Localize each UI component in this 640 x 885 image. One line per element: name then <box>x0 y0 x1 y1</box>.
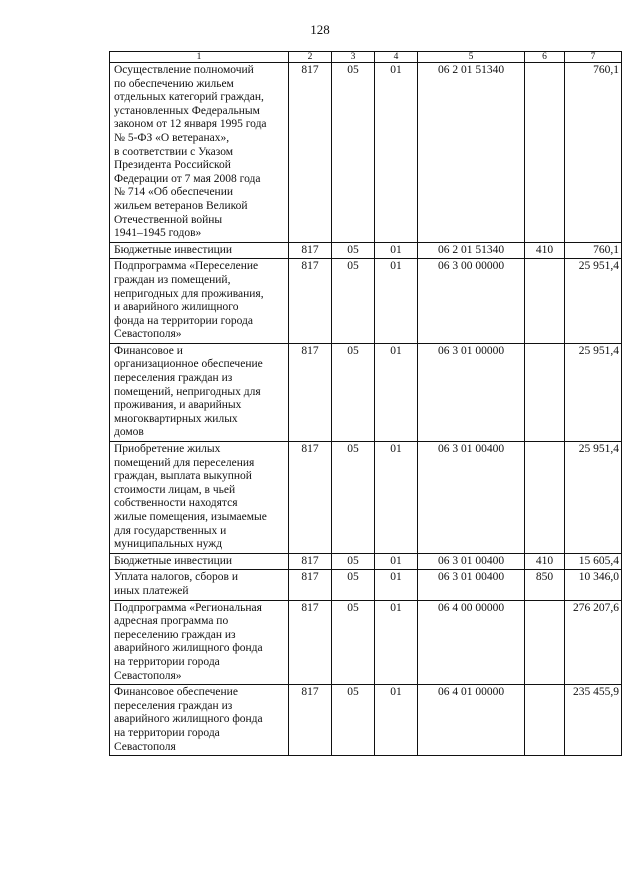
row-name-line: домов <box>114 426 144 439</box>
row-name-line: аварийного жилищного фонда <box>114 713 263 726</box>
target-article-cell: 06 2 01 51340 <box>418 63 525 243</box>
row-name-line: в соответствии с Указом <box>114 145 234 158</box>
row-name-line: на территории города <box>114 726 220 739</box>
row-name-line: жилые помещения, изымаемые <box>114 511 267 523</box>
section-code-cell: 05 <box>332 600 375 685</box>
amount-cell: 10 346,0 <box>565 570 622 600</box>
row-name-cell <box>110 259 289 344</box>
table-row <box>110 553 622 570</box>
column-header: 4 <box>375 52 418 63</box>
row-name-line: организационное обеспечение <box>114 358 263 371</box>
admin-code-cell: 817 <box>289 63 332 243</box>
target-article-cell: 06 3 01 00400 <box>418 442 525 554</box>
row-name-line: Севастополя <box>114 740 176 753</box>
row-name-line: проживания, и аварийных <box>114 399 242 412</box>
target-article-cell: 06 3 01 00400 <box>418 570 525 600</box>
row-name-line: граждан, выплата выкупной <box>114 470 252 483</box>
row-name-line: и аварийного жилищного <box>114 301 239 314</box>
row-name-line: непригодных для проживания, <box>114 287 264 300</box>
table-row <box>110 442 622 554</box>
row-name-line: иных платежей <box>114 584 189 597</box>
row-name-line: помещений для переселения <box>114 456 255 469</box>
row-name-line: Бюджетные инвестиции <box>114 243 233 256</box>
section-code-cell: 05 <box>332 343 375 441</box>
subsection-code-cell: 01 <box>375 63 418 243</box>
table-row <box>110 259 622 344</box>
subsection-code-cell: 01 <box>375 343 418 441</box>
expense-type-cell <box>525 259 565 344</box>
row-name-line: Финансовое и <box>114 344 183 357</box>
section-code-cell: 05 <box>332 242 375 259</box>
row-name-line: Уплата налогов, сборов и <box>114 571 238 584</box>
row-name-line: Подпрограмма «Региональная <box>114 601 262 614</box>
expense-type-cell <box>525 63 565 243</box>
row-name-line: Бюджетные инвестиции <box>114 554 233 567</box>
row-name-line: граждан из помещений, <box>114 273 231 286</box>
expense-type-cell: 410 <box>525 553 565 570</box>
row-name-cell <box>110 570 289 600</box>
row-name-line: многоквартирных жилых <box>114 412 238 425</box>
table-row <box>110 570 622 600</box>
row-name-line: помещений, непригодных для <box>114 385 261 398</box>
row-name-line: стоимости лицам, в чьей <box>114 483 236 496</box>
row-name-line: переселения граждан из <box>114 372 233 385</box>
section-code-cell: 05 <box>332 553 375 570</box>
subsection-code-cell: 01 <box>375 570 418 600</box>
amount-cell: 25 951,4 <box>565 259 622 344</box>
row-name-line: адресная программа по <box>114 615 229 628</box>
row-name-line: Севастополя» <box>114 328 182 341</box>
row-name-line: Осуществление полномочий <box>114 64 254 76</box>
subsection-code-cell: 01 <box>375 442 418 554</box>
row-name-line: переселения граждан из <box>114 699 233 712</box>
expense-type-cell <box>525 442 565 554</box>
table-row <box>110 242 622 259</box>
row-name-line: Приобретение жилых <box>114 443 221 456</box>
table-row <box>110 685 622 756</box>
row-name-line: муниципальных нужд <box>114 538 223 551</box>
admin-code-cell: 817 <box>289 685 332 756</box>
expense-type-cell <box>525 343 565 441</box>
column-header: 5 <box>418 52 525 63</box>
row-name-line: Федерации от 7 мая 2008 года <box>114 172 261 185</box>
amount-cell: 276 207,6 <box>565 600 622 685</box>
target-article-cell: 06 3 01 00400 <box>418 553 525 570</box>
table-row <box>110 600 622 685</box>
row-name-line: собственности находятся <box>114 497 238 510</box>
amount-cell: 760,1 <box>565 242 622 259</box>
row-name-line: переселению граждан из <box>114 628 236 641</box>
row-name-cell <box>110 343 289 441</box>
expense-type-cell <box>525 600 565 685</box>
row-name-line: Президента Российской <box>114 159 231 172</box>
row-name-line: по обеспечению жильем <box>114 77 234 90</box>
row-name-line: на территории города <box>114 655 220 668</box>
column-header: 6 <box>525 52 565 63</box>
subsection-code-cell: 01 <box>375 242 418 259</box>
target-article-cell: 06 2 01 51340 <box>418 242 525 259</box>
admin-code-cell: 817 <box>289 442 332 554</box>
target-article-cell: 06 3 01 00000 <box>418 343 525 441</box>
row-name-line: Финансовое обеспечение <box>114 686 238 699</box>
column-header: 1 <box>110 52 289 63</box>
row-name-cell <box>110 685 289 756</box>
page-number: 128 <box>310 22 330 37</box>
row-name-line: жильем ветеранов Великой <box>114 199 248 212</box>
section-code-cell: 05 <box>332 570 375 600</box>
row-name-cell <box>110 242 289 259</box>
row-name-cell <box>110 442 289 554</box>
row-name-line: отдельных категорий граждан, <box>114 91 264 104</box>
target-article-cell: 06 3 00 00000 <box>418 259 525 344</box>
amount-cell: 25 951,4 <box>565 442 622 554</box>
amount-cell: 15 605,4 <box>565 553 622 570</box>
admin-code-cell: 817 <box>289 259 332 344</box>
column-header: 3 <box>332 52 375 63</box>
section-code-cell: 05 <box>332 685 375 756</box>
column-header: 2 <box>289 52 332 63</box>
row-name-line: Отечественной войны <box>114 213 223 226</box>
expense-type-cell: 410 <box>525 242 565 259</box>
row-name-line: 1941–1945 годов» <box>114 227 202 240</box>
amount-cell: 760,1 <box>565 63 622 243</box>
table-row <box>110 63 622 243</box>
row-name-cell <box>110 600 289 685</box>
admin-code-cell: 817 <box>289 600 332 685</box>
table-row <box>110 343 622 441</box>
row-name-line: Подпрограмма «Переселение <box>114 260 259 273</box>
subsection-code-cell: 01 <box>375 259 418 344</box>
expense-type-cell <box>525 685 565 756</box>
column-header: 7 <box>565 52 622 63</box>
section-code-cell: 05 <box>332 442 375 554</box>
row-name-cell <box>110 63 289 243</box>
row-name-line: аварийного жилищного фонда <box>114 642 263 655</box>
row-name-line: законом от 12 января 1995 года <box>114 118 267 131</box>
budget-table <box>109 51 622 756</box>
admin-code-cell: 817 <box>289 553 332 570</box>
row-name-line: № 5-ФЗ «О ветеранах», <box>114 131 230 144</box>
row-name-cell <box>110 553 289 570</box>
admin-code-cell: 817 <box>289 570 332 600</box>
subsection-code-cell: 01 <box>375 685 418 756</box>
amount-cell: 25 951,4 <box>565 343 622 441</box>
row-name-line: № 714 «Об обеспечении <box>114 186 234 199</box>
section-code-cell: 05 <box>332 63 375 243</box>
admin-code-cell: 817 <box>289 343 332 441</box>
subsection-code-cell: 01 <box>375 600 418 685</box>
expense-type-cell: 850 <box>525 570 565 600</box>
target-article-cell: 06 4 01 00000 <box>418 685 525 756</box>
row-name-line: Севастополя» <box>114 669 182 682</box>
row-name-line: для государственных и <box>114 524 227 537</box>
target-article-cell: 06 4 00 00000 <box>418 600 525 685</box>
subsection-code-cell: 01 <box>375 553 418 570</box>
admin-code-cell: 817 <box>289 242 332 259</box>
section-code-cell: 05 <box>332 259 375 344</box>
amount-cell: 235 455,9 <box>565 685 622 756</box>
row-name-line: фонда на территории города <box>114 314 253 327</box>
table-header-row <box>110 52 622 63</box>
row-name-line: установленных Федеральным <box>114 104 260 117</box>
